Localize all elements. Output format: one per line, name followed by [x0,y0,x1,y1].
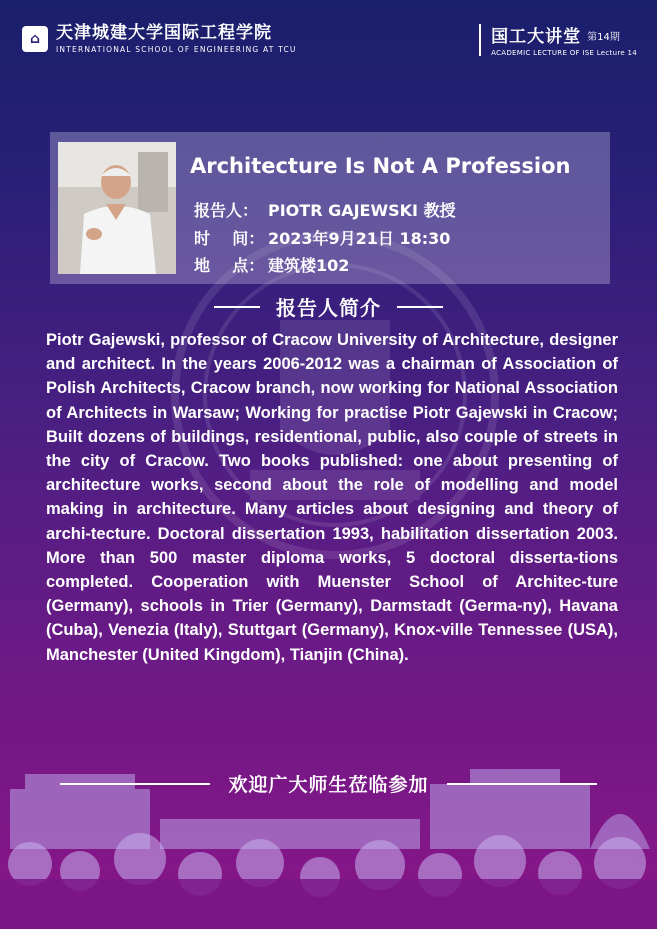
bio-heading: 报告人简介 [276,296,381,320]
time-label: 时 间： [194,229,265,248]
series-header [479,22,637,57]
speaker-bio: Piotr Gajewski, professor of Cracow University of Architecture, designer and architect. In the years 2006-2012 was a chairman of Association of Polish Architects, Cracow branch, now working for National Association of Architects in Warsaw; Working for practise Piotr Gajewski in Cracow; Built dozens of buildings, residentional, public, also couple of streets in the city of Cracow. Two books published: one about presenting of architecture works, second about the role of modelling and model making in architecture. Many articles about designing and theory of archi-tecture. Doctoral dissertation 1993, habilitation dissertation 2003. More than 500 master diploma works, 5 doctoral disserta-tions completed. Cooperation with Muenster School of Architec-ture (Germany), schools in Trier (Germany), Darmstadt (Germa-ny), Havana (Cuba), Venezia (Italy), Stuttgart (Germany), Knox-ville Tennessee (USA), Manchester (United Kingdom), Tianjin (China). [46,331,618,664]
school-header [22,24,297,54]
divider-line [447,783,597,785]
divider-line [60,783,210,785]
school-name-zh: 天津城建大学国际工程学院 [56,23,272,43]
time-value: 2023年9月21日 18:30 [268,229,451,248]
time-row [194,226,450,249]
issue-number: 第14期 [587,32,620,43]
talk-info-card [50,132,610,284]
series-name-en: ACADEMIC LECTURE OF ISE Lecture 14 [491,49,637,57]
speaker-label: 报告人： [194,201,259,220]
welcome-text: 欢迎广大师生莅临参加 [228,774,429,796]
talk-title: Architecture Is Not A Profession [190,154,571,178]
school-name-en: INTERNATIONAL SCHOOL OF ENGINEERING AT TCU [56,45,297,54]
welcome-row [0,770,657,797]
place-label: 地 点： [194,256,265,275]
speaker-name: PIOTR GAJEWSKI 教授 [268,201,456,220]
divider-line [214,306,260,308]
divider-line [397,306,443,308]
series-name-zh: 国工大讲堂 [491,27,582,47]
place-row [194,253,349,276]
place-value: 建筑楼102 [268,256,350,275]
speaker-row [194,198,456,221]
tcu-logo-icon: ⌂ [22,26,48,52]
header-divider [479,24,481,56]
speaker-photo [58,142,176,274]
bio-heading-row [0,292,657,321]
